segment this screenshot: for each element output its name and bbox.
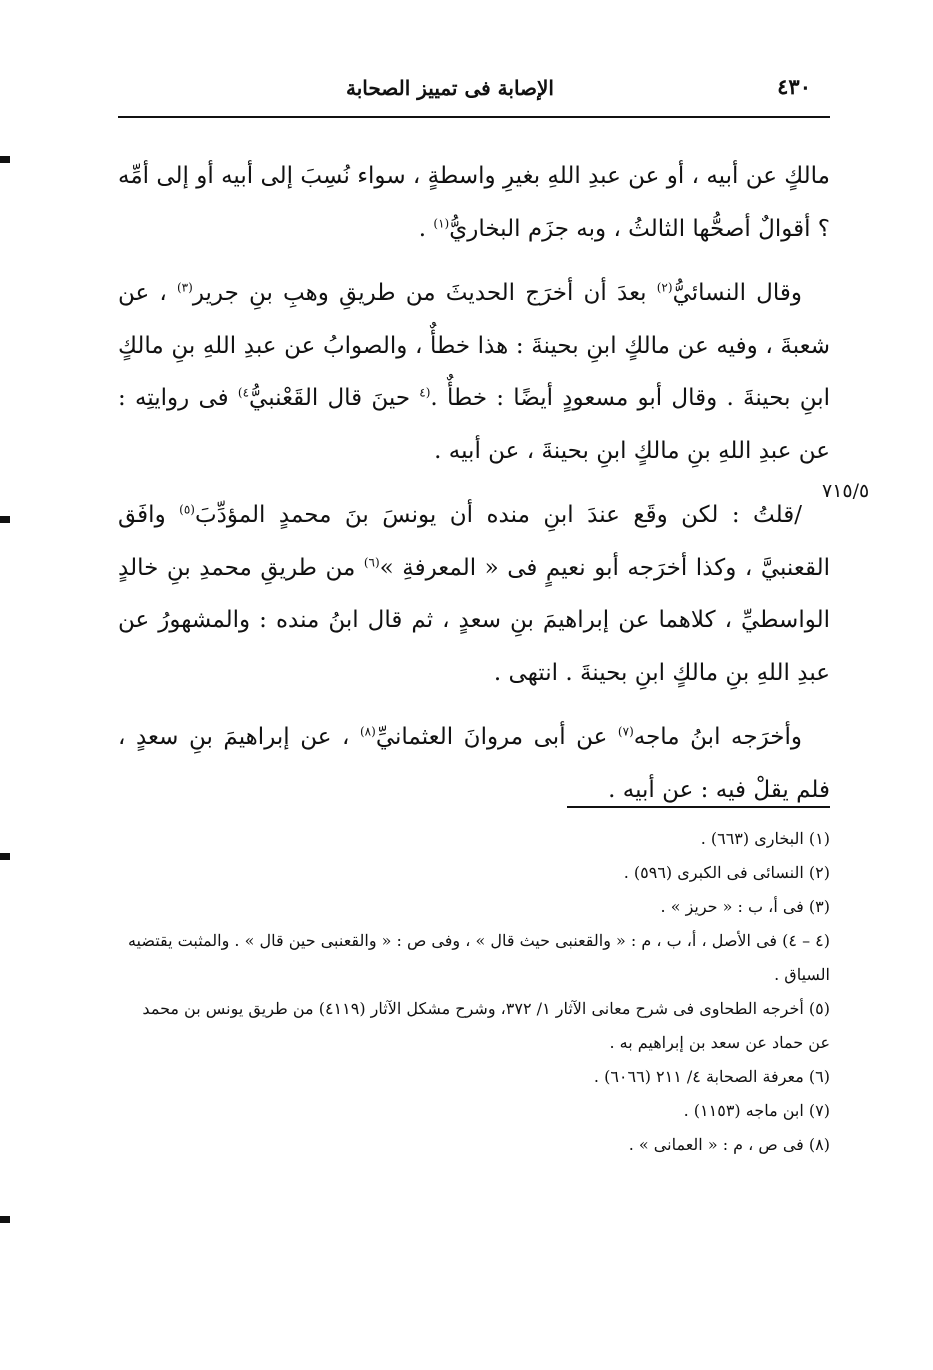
footnote: (٤ – ٤) فى الأصل ، أ، ب ، م : « والقعنبى حيث قال » ، وفى ص : « والقعنبى حين قال » . والمثبت يقتضيه السياق . (127, 931, 830, 984)
text-segment: مالكٍ عن أبيه ، أو عن عبدِ اللهِ بغيرِ واسطةٍ ، سواء نُسِبَ إلى أبيه أو إلى أمِّه ؟ أقوالٌ أصحُّها الثالثُ ، وبه جزَم البخاريُّ (118, 163, 830, 242)
footnote-ref: (٥) (179, 502, 195, 517)
footnote-ref: (٧) (617, 724, 634, 739)
text-segment: وافَق القعنبيَّ ، وكذا أخرَجه أبو نعيمٍ فى « المعرفةِ » (118, 502, 830, 581)
text-segment: عن أبى مروانَ العثمانيِّ (375, 724, 618, 750)
header-rule (118, 116, 830, 118)
footnote: (٣) فى أ، ب : « حريز » . (660, 897, 830, 916)
footnote-separator (567, 806, 830, 808)
footnote: (١) البخارى (٦٦٣) . (700, 829, 830, 848)
footnote-ref: (٦) (363, 554, 380, 569)
text-segment: . (418, 215, 434, 242)
footnote-ref: (٨) (359, 724, 376, 739)
text-segment: من طريقِ محمدِ بنِ خالدٍ الواسطيِّ ، كلاهما عن إبراهيمَ بنِ سعدٍ ، ثم قال ابنُ منده : والمشهورُ عن عبدِ اللهِ بنِ مالكٍ ابنِ بحينةَ . انتهى . (118, 554, 830, 686)
running-title: الإصابة فى تمييز الصحابة (346, 76, 554, 100)
footnote-ref: (٤ (419, 385, 431, 400)
footnote-ref: (١) (433, 215, 450, 230)
text-segment: بعدَ أن أخرَج الحديثَ من طريقِ وهبِ بنِ جرير (192, 280, 657, 306)
footnote-ref: ٤) (237, 385, 250, 400)
scan-mark (0, 156, 10, 163)
footnote: (٧) ابن ماجه (١١٥٣) . (683, 1101, 830, 1120)
footnote: (٢) النسائى فى الكبرى (٥٩٦) . (623, 863, 830, 882)
text-segment: حينَ قال القَعْنبيُّ (249, 385, 420, 411)
paragraph (118, 150, 830, 255)
text-segment: وأخرَجه ابنُ ماجه (633, 724, 802, 750)
footnote: (٨) فى ص ، م : « العمانى » . (628, 1135, 830, 1154)
text-segment: /قلتُ : لكن وقَع عندَ ابنِ منده أن يونسَ بنَ محمدٍ المؤدِّبَ (194, 502, 802, 528)
scan-mark (0, 853, 10, 860)
footnotes (118, 822, 830, 1162)
text-segment: وقال النسائيُّ (672, 280, 802, 306)
scan-mark (0, 516, 10, 523)
footnote-ref: (٣) (176, 280, 193, 295)
margin-reference: ٧١٥/٥ (822, 480, 870, 502)
text-segment: ، عن شعبةَ ، وفيه عن مالكٍ ابنِ بحينةَ : هذا خطأٌ ، والصوابُ عن عبدِ اللهِ بنِ مالكٍ ابنِ بحينةَ . وقال أبو مسعودٍ أيضًا : خطأٌ . (118, 280, 830, 411)
paragraph (118, 267, 830, 477)
footnote: (٥) أخرجه الطحاوى فى شرح معانى الآثار ١/ ٣٧٢، وشرح مشكل الآثار (٤١١٩) من طريق يونس بن محمد عن حماد عن سعد بن إبراهيم به . (142, 999, 830, 1052)
scan-mark (0, 1216, 10, 1223)
main-text (118, 150, 830, 828)
footnote-ref: (٢) (656, 280, 673, 295)
text-segment: ، عن إبراهيمَ بنِ سعدٍ ، فلم يقلْ فيه : عن أبيه . (118, 724, 830, 803)
paragraph (118, 489, 830, 699)
text-segment: فى روايتِه : عن عبدِ اللهِ بنِ مالكٍ ابنِ بحينةَ ، عن أبيه . (118, 385, 830, 464)
paragraph (118, 711, 830, 816)
page-number: ٤٣٠ (777, 74, 811, 99)
footnote: (٦) معرفة الصحابة ٤/ ٢١١ (٦٠٦٦) . (593, 1067, 830, 1086)
